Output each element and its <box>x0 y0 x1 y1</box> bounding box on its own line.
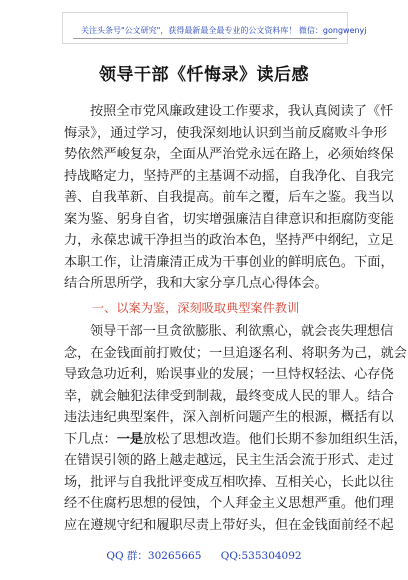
footer-qq-number: QQ:535304092 <box>220 550 302 562</box>
paragraph-line: 按照全市党风廉政建设工作要求，我认真阅读了《忏 <box>90 104 394 119</box>
paragraph-line: 势依然严峻复杂，全面从严治党永远在路上，必须始终保 <box>64 147 394 162</box>
paragraph-line: 力，永葆忠诚干净担当的政治本色，坚持严中纲纪，立足 <box>64 233 394 248</box>
paragraph-line: 导致急功近利，贻误事业的发展；一旦恃权轻法、心存侥 <box>64 367 394 382</box>
paragraph-line: 结合所思所学，我和大家分享几点心得体会。 <box>64 276 328 291</box>
paragraph-line: 悔录》，通过学习，使我深刻地认识到当前反腐败斗争形 <box>64 125 388 141</box>
paragraph-line: 幸，就会触犯法律受到制裁，最终变成人民的罪人。结合 <box>64 388 394 404</box>
paragraph-line: 念，在金钱面前打败仗；一旦追逐名利、将职务为己，就会 <box>64 345 407 361</box>
paragraph-line: 场，批评与自我批评变成互相吹捧、互相关心，长此以往 <box>64 474 394 490</box>
paragraph-line: 在错误引领的路上越走越远，民主生活会流于形式、走过 <box>64 453 394 468</box>
header-banner <box>62 12 367 44</box>
paragraph-section1 <box>64 321 407 536</box>
paragraph-line: 应在遵规守纪和履职尽责上带好头，但在金钱面前经不起 <box>64 517 394 533</box>
section-heading-1: 一、以案为鉴，深刻吸取典型案件教训 <box>92 301 300 315</box>
paragraph-line: 案为鉴、躬身自省，切实增强廉洁自律意识和拒腐防变能 <box>64 211 394 227</box>
footer-qq-group: QQ 群：30265665 <box>106 550 202 562</box>
paragraph-line: 违法违纪典型案件，深入剖析问题产生的根源，概括有以 <box>64 410 394 425</box>
paragraph-line: 领导干部一旦贪欲膨胀、利欲熏心，就会丧失理想信 <box>90 324 394 339</box>
paragraph-line-with-emphasis <box>64 429 407 451</box>
paragraph-line: 本职工作，让清廉清正成为干事创业的鲜明底色。下面， <box>64 254 394 270</box>
header-rule <box>73 38 337 39</box>
paragraph-line: 善、自我革新、自我提高。前车之覆，后车之鉴。我当以 <box>64 190 394 205</box>
paragraph-line: 持战略定力，坚持严的主基调不动摇，自我净化、自我完 <box>64 168 394 184</box>
footer-contact <box>0 548 408 563</box>
emphasis-label: 一是 <box>116 431 144 447</box>
paragraph-line: 经不住腐朽思想的侵蚀，个人拜金主义思想严重。他们理 <box>64 496 394 511</box>
paragraph-line-rest: 放松了思想改造。他们长期不参加组织生活， <box>143 431 407 447</box>
header-banner-text: 关注头条号"公文研究"，获得最新最全最专业的公文资料库！ 微信：gongwenyj <box>81 26 367 35</box>
document-title: 领导干部《忏悔录》读后感 <box>99 65 309 85</box>
paragraph-intro <box>64 101 394 295</box>
paragraph-line: 下几点： <box>64 431 117 447</box>
